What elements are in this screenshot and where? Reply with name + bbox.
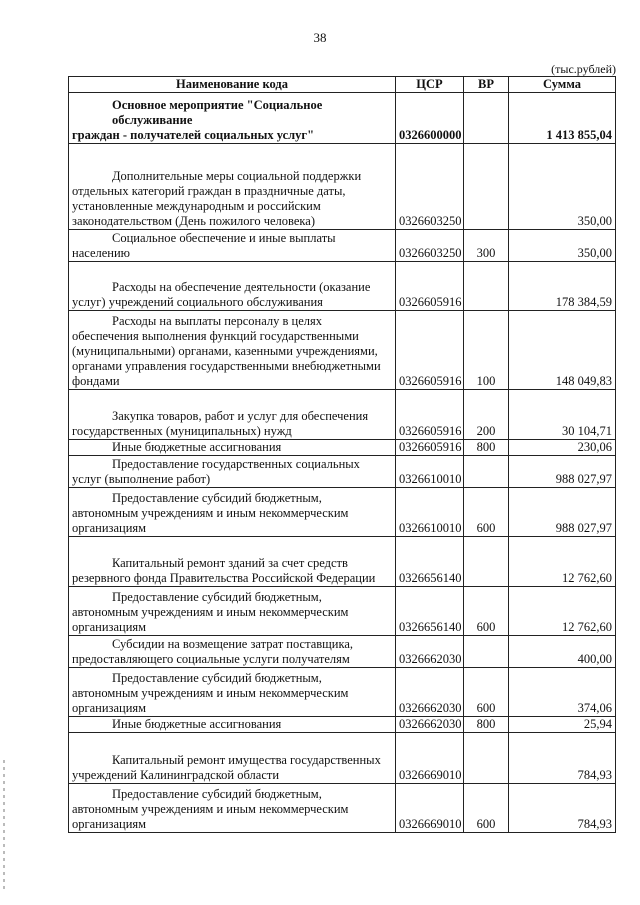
- table-row: [69, 456, 616, 488]
- code-name-line: организациям: [72, 701, 147, 715]
- code-name-line: автономным учреждениям и иным некоммерческим: [72, 605, 349, 619]
- table-row: [69, 390, 616, 440]
- table-row: [69, 587, 616, 636]
- code-name-line: Расходы на обеспечение деятельности (оказание: [112, 280, 371, 294]
- csr-cell: 0326610010: [396, 456, 464, 488]
- code-name-cell: [69, 784, 396, 833]
- csr-cell: 0326605916: [396, 311, 464, 390]
- vr-cell: [464, 537, 509, 587]
- code-name-line: Дополнительные меры социальной поддержки: [112, 169, 362, 183]
- code-name-line: организациям: [72, 817, 147, 831]
- sum-cell: 30 104,71: [509, 390, 616, 440]
- sum-cell: 784,93: [509, 733, 616, 784]
- code-name-line: Предоставление субсидий бюджетным,: [112, 590, 322, 604]
- code-name-line: Иные бюджетные ассигнования: [112, 440, 282, 454]
- code-name-line: резервного фонда Правительства Российской Федерации: [72, 571, 376, 585]
- margin-marks: [3, 760, 5, 890]
- code-name-line: Капитальный ремонт зданий за счет средств: [112, 556, 348, 570]
- table-row: [69, 733, 616, 784]
- code-name-cell: [69, 488, 396, 537]
- csr-cell: 0326662030: [396, 636, 464, 668]
- code-name-line: фондами: [72, 374, 120, 388]
- budget-table: [68, 76, 616, 833]
- code-name-cell: [69, 440, 396, 456]
- code-name-line: организациям: [72, 521, 147, 535]
- vr-cell: 600: [464, 587, 509, 636]
- sum-cell: 1 413 855,04: [509, 93, 616, 144]
- csr-cell: 0326603250: [396, 230, 464, 262]
- table-header-row: [69, 77, 616, 93]
- code-name-line: обеспечения выполнения функций государственными: [72, 329, 359, 343]
- csr-cell: 0326662030: [396, 717, 464, 733]
- code-name-cell: [69, 733, 396, 784]
- code-name-line: граждан - получателей социальных услуг": [72, 128, 315, 142]
- vr-cell: [464, 262, 509, 311]
- code-name-line: Предоставление субсидий бюджетным,: [112, 491, 322, 505]
- table-row: [69, 636, 616, 668]
- vr-cell: [464, 144, 509, 230]
- code-name-line: Предоставление государственных социальных: [112, 457, 360, 471]
- code-name-cell: [69, 456, 396, 488]
- sum-cell: 12 762,60: [509, 537, 616, 587]
- page-number: 38: [313, 30, 327, 45]
- code-name-cell: [69, 230, 396, 262]
- csr-cell: 0326656140: [396, 587, 464, 636]
- vr-cell: 800: [464, 440, 509, 456]
- sum-cell: 12 762,60: [509, 587, 616, 636]
- code-name-line: Расходы на выплаты персоналу в целях: [112, 314, 322, 328]
- code-name-line: Социальное обеспечение и иные выплаты: [112, 231, 336, 245]
- code-name-line: Закупка товаров, работ и услуг для обеспечения: [112, 409, 369, 423]
- sum-cell: 148 049,83: [509, 311, 616, 390]
- vr-cell: [464, 733, 509, 784]
- csr-cell: 0326669010: [396, 784, 464, 833]
- csr-cell: 0326605916: [396, 440, 464, 456]
- table-row: [69, 262, 616, 311]
- code-name-cell: [69, 390, 396, 440]
- code-name-line: государственных (муниципальных) нужд: [72, 424, 292, 438]
- code-name-cell: [69, 311, 396, 390]
- table-row: [69, 311, 616, 390]
- vr-cell: 600: [464, 668, 509, 717]
- code-name-cell: [69, 93, 396, 144]
- code-name-line: населению: [72, 246, 130, 260]
- code-name-line: предоставляющего социальные услуги получателям: [72, 652, 350, 666]
- header-sum: Сумма: [509, 77, 616, 93]
- csr-cell: 0326669010: [396, 733, 464, 784]
- vr-cell: [464, 93, 509, 144]
- csr-cell: 0326605916: [396, 262, 464, 311]
- table-row: [69, 440, 616, 456]
- header-csr: ЦСР: [396, 77, 464, 93]
- code-name-line: услуг) учреждений социального обслуживания: [72, 295, 323, 309]
- csr-cell: 0326656140: [396, 537, 464, 587]
- code-name-cell: [69, 144, 396, 230]
- code-name-cell: [69, 717, 396, 733]
- csr-cell: 0326605916: [396, 390, 464, 440]
- sum-cell: 784,93: [509, 784, 616, 833]
- sum-cell: 374,06: [509, 668, 616, 717]
- code-name-line: Капитальный ремонт имущества государственных: [112, 753, 381, 767]
- sum-cell: 350,00: [509, 230, 616, 262]
- table-row: [69, 144, 616, 230]
- code-name-line: органами управления государственными внебюджетными: [72, 359, 381, 373]
- sum-cell: 400,00: [509, 636, 616, 668]
- code-name-line: Предоставление субсидий бюджетным,: [112, 787, 322, 801]
- vr-cell: 800: [464, 717, 509, 733]
- code-name-line: законодательством (День пожилого человека): [72, 214, 315, 228]
- table-row: [69, 537, 616, 587]
- csr-cell: 0326600000: [396, 93, 464, 144]
- code-name-line: отдельных категорий граждан в праздничные даты,: [72, 184, 346, 198]
- sum-cell: 988 027,97: [509, 456, 616, 488]
- csr-cell: 0326603250: [396, 144, 464, 230]
- sum-cell: 230,06: [509, 440, 616, 456]
- code-name-line: автономным учреждениям и иным некоммерческим: [72, 506, 349, 520]
- code-name-line: автономным учреждениям и иным некоммерческим: [72, 686, 349, 700]
- code-name-cell: [69, 537, 396, 587]
- table-row: [69, 230, 616, 262]
- table-body: [69, 93, 616, 833]
- table-row: [69, 668, 616, 717]
- vr-cell: [464, 456, 509, 488]
- code-name-line: Предоставление субсидий бюджетным,: [112, 671, 322, 685]
- code-name-line: организациям: [72, 620, 147, 634]
- sum-cell: 25,94: [509, 717, 616, 733]
- code-name-line: (муниципальными) органами, казенными учреждениями,: [72, 344, 378, 358]
- code-name-line: Субсидии на возмещение затрат поставщика,: [112, 637, 354, 651]
- vr-cell: 100: [464, 311, 509, 390]
- header-vr: ВР: [464, 77, 509, 93]
- vr-cell: 300: [464, 230, 509, 262]
- csr-cell: 0326610010: [396, 488, 464, 537]
- vr-cell: [464, 636, 509, 668]
- table-row: [69, 93, 616, 144]
- header-name: Наименование кода: [69, 77, 396, 93]
- vr-cell: 600: [464, 488, 509, 537]
- code-name-line: учреждений Калининградской области: [72, 768, 280, 782]
- code-name-cell: [69, 587, 396, 636]
- units-label: (тыс.рублей): [551, 62, 616, 76]
- table-row: [69, 717, 616, 733]
- vr-cell: 600: [464, 784, 509, 833]
- code-name-cell: [69, 668, 396, 717]
- table-row: [69, 488, 616, 537]
- code-name-cell: [69, 262, 396, 311]
- code-name-line: услуг (выполнение работ): [72, 472, 211, 486]
- code-name-line: автономным учреждениям и иным некоммерческим: [72, 802, 349, 816]
- code-name-line: Основное мероприятие "Социальное обслуживание: [112, 98, 323, 127]
- code-name-line: установленные международным и российским: [72, 199, 321, 213]
- sum-cell: 988 027,97: [509, 488, 616, 537]
- code-name-line: Иные бюджетные ассигнования: [112, 717, 282, 731]
- table-row: [69, 784, 616, 833]
- sum-cell: 178 384,59: [509, 262, 616, 311]
- code-name-cell: [69, 636, 396, 668]
- csr-cell: 0326662030: [396, 668, 464, 717]
- vr-cell: 200: [464, 390, 509, 440]
- sum-cell: 350,00: [509, 144, 616, 230]
